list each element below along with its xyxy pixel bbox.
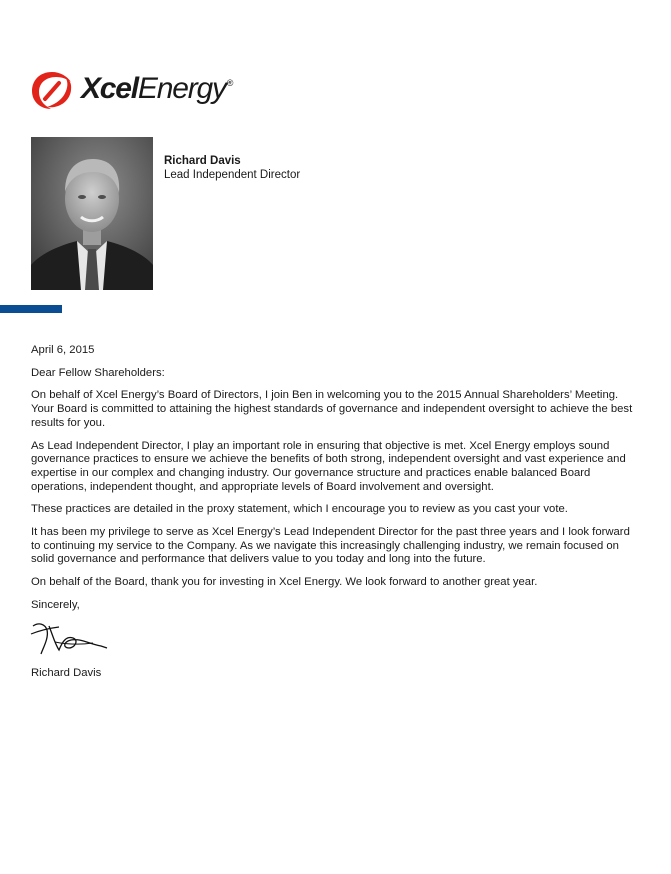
signature-icon bbox=[29, 618, 109, 658]
letter-body bbox=[31, 344, 637, 622]
letter-paragraph: As Lead Independent Director, I play an important role in ensuring that objective is met. Xcel Energy employs sound governance practices to ensure we achieve the benefits of both strong, independent oversight and vast experience and expertise in our complex and changing industry. Our governance structure and practices enable balanced Board operations, independent thought, and appropriate levels of Board involvement and oversight. bbox=[31, 439, 626, 493]
signer-name: Richard Davis bbox=[31, 667, 102, 679]
letter-date: April 6, 2015 bbox=[31, 344, 95, 356]
letter-paragraph: On behalf of Xcel Energy’s Board of Directors, I join Ben in welcoming you to the 2015 Annual Shareholders’ Meeting. Your Board is committed to attaining the highest standards of governance and independent oversight to achieve the best results for you. bbox=[31, 389, 633, 429]
letter-paragraph: These practices are detailed in the proxy statement, which I encourage you to review as you cast your vote. bbox=[31, 503, 568, 516]
logo-brand-bold: Xcel bbox=[81, 72, 138, 105]
logo-brand-regular: Energy bbox=[137, 72, 226, 105]
letter-paragraph: On behalf of the Board, thank you for investing in Xcel Energy. We look forward to another great year. bbox=[31, 576, 538, 589]
director-portrait bbox=[31, 137, 153, 290]
director-name: Richard Davis bbox=[164, 155, 241, 167]
logo-registered-mark: ® bbox=[226, 78, 234, 88]
director-title: Lead Independent Director bbox=[164, 169, 301, 181]
handwritten-signature bbox=[29, 618, 109, 663]
portrait-image bbox=[31, 137, 153, 290]
logo-wordmark bbox=[81, 72, 233, 106]
xcel-energy-logo bbox=[29, 68, 289, 112]
letter-salutation: Dear Fellow Shareholders: bbox=[31, 366, 165, 379]
xcel-swoosh-icon bbox=[29, 68, 75, 112]
letter-closing: Sincerely, bbox=[31, 598, 80, 611]
letter-paragraph: It has been my privilege to serve as Xcel Energy’s Lead Independent Director for the past three years and I look forward to continuing my service to the Company. As we navigate this increasingly challenging industry, we remain focused on solid governance and performance that delivers value to you today and long into the future. bbox=[31, 526, 630, 566]
accent-bar bbox=[0, 305, 62, 313]
